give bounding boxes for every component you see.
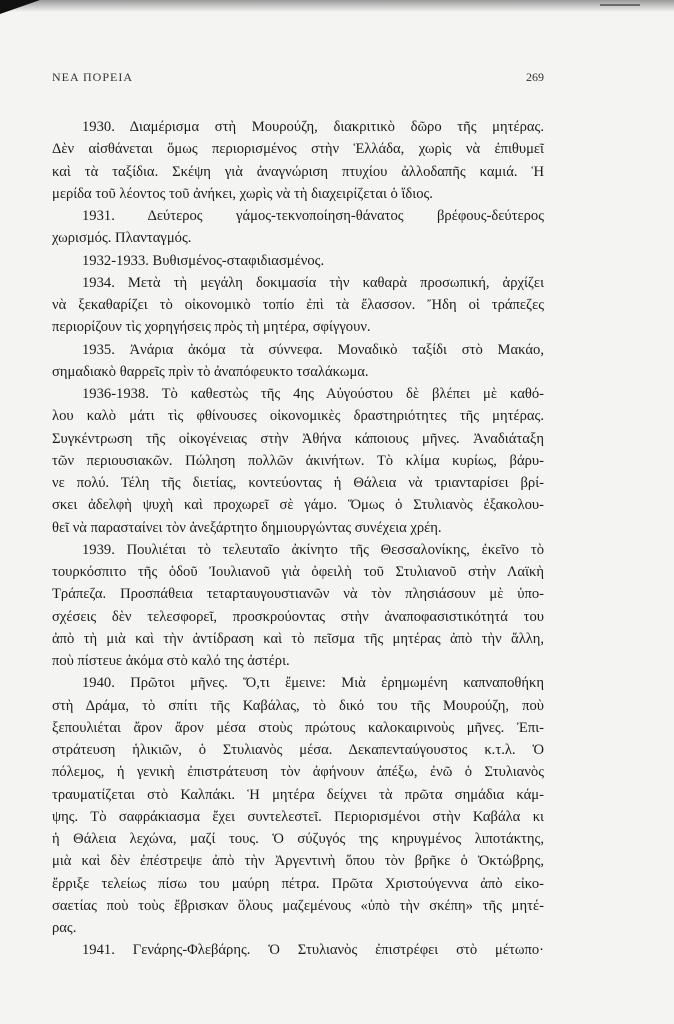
text-line [52, 850, 544, 872]
line-text: νε πολύ. Τέλη τῆς διετίας, κοντεύοντας ἡ Θάλεια νὰ τριανταρίσει βρί- [52, 475, 544, 491]
line-text: μερίδα τοῦ λέοντος τοῦ ἀνήκει, χωρὶς νὰ τὴ διαχειρίζεται ὁ ἴδιος. [52, 185, 433, 202]
line-text: Γενάρης-Φλεβάρης. Ὁ Στυλιανὸς ἐπιστρέφει στὸ μέτωπο· [114, 942, 544, 959]
line-text: Συγκέντρωση τῆς οἰκογένειας στὴν Ἀθήνα κάποιους μῆνες. Ἀναδιάταξη [52, 430, 544, 447]
page-number: 269 [526, 70, 544, 84]
line-text: σημαδιακὸ θαρρεῖς πρὶν τὸ ἀναπόφευκτο τσαλάκωμα. [52, 363, 369, 380]
text-line [52, 539, 544, 561]
text-line [52, 450, 544, 472]
line-text: ψης. Τὸ σαφράκιασμα ἔχει συντελεστεῖ. Περιορισμένοι στὴν Καβάλα κι [52, 808, 544, 825]
text-line [52, 428, 544, 450]
year-heading: 1939. [82, 541, 115, 558]
line-text: ρας. [52, 920, 77, 936]
text-line [52, 606, 544, 628]
text-line [52, 717, 544, 739]
line-text: θεῖ νὰ παρασταίνει τὸν ἀνεξάρτητο δημιουργώντας συνέχεια χρέη. [52, 519, 442, 536]
scan-corner-mark [0, 0, 40, 14]
year-heading: 1930. [82, 119, 115, 135]
text-line [52, 583, 544, 605]
text-line [52, 517, 544, 539]
body-text [52, 116, 544, 962]
text-line [52, 628, 544, 650]
line-text: ξεπουλιέται ἄρον ἄρον μέσα στοὺς πρώτους καλοκαιρινοὺς μῆνες. Ἐπι- [52, 719, 544, 736]
line-text: μιὰ καὶ δὲν ἐπέστρεψε ἀπὸ τὴν Ἀργεντινὴ ὅπου τὸν βρῆκε ὁ Ὀκτώβρης, [52, 853, 544, 870]
text-line [52, 383, 544, 405]
line-text: ἔρριξε τελείως πίσω του μαύρη πέτρα. Πρῶτα Χριστούγεννα ἀπὸ εἰκο- [52, 875, 544, 892]
text-line [52, 339, 544, 361]
text-line [52, 294, 544, 316]
text-line [52, 250, 544, 272]
year-heading: 1931. [82, 208, 115, 224]
year-heading: 1934. [82, 274, 115, 291]
running-head [52, 70, 544, 86]
line-text: ἡ Θάλεια λεχώνα, μαζί τους. Ὁ σύζυγός της κηρυγμένος λιποτάκτης, [52, 831, 544, 847]
text-line [52, 873, 544, 895]
text-line [52, 695, 544, 717]
text-line [52, 917, 544, 939]
line-text: στράτευση ἡλικιῶν, ὁ Στυλιανὸς μέσα. Δεκαπενταύγουστος κ.τ.λ. Ὁ [52, 742, 544, 758]
line-text: Βυθισμένος-σταφιδιασμένος. [148, 252, 325, 269]
line-text: σαετίας ποὺ τοὺς ἔβρισκαν ὅλους μαζεμένους «ὑπὸ τὴν σκέπη» τῆς μητέ- [52, 897, 544, 914]
line-text: Δὲν αἰσθάνεται ὅμως περιορισμένος στὴν Ἑλλάδα, χωρὶς νὰ ἐπιθυμεῖ [52, 141, 544, 158]
line-text: περιορίζουν τὶς χορηγήσεις πρὸς τὴ μητέρα, σφίγγουν. [52, 319, 371, 336]
text-line [52, 895, 544, 917]
text-line [52, 784, 544, 806]
text-line [52, 672, 544, 694]
text-line [52, 405, 544, 427]
text-line [52, 650, 544, 672]
text-line [52, 361, 544, 383]
year-heading: 1935. [82, 341, 115, 358]
line-text: Διαμέρισμα στὴ Μουρούζη, διακριτικὸ δῶρο τῆς μητέρας. [114, 119, 544, 135]
text-line [52, 138, 544, 160]
line-text: Μετὰ τὴ μεγάλη δοκιμασία τὴν καθαρὰ προσωπική, ἀρχίζει [114, 274, 544, 291]
line-text: πόλεμος, ἡ γενικὴ ἐπιστράτευση τὸν ἀφήνουν ἀπέξω, ἐνῶ ὁ Στυλιανὸς [52, 764, 544, 781]
line-text: τουρκόσπιτο τῆς ὁδοῦ Ἰουλιανοῦ γιὰ ὀφειλὴ τοῦ Στυλιανοῦ στὴν Λαϊκὴ [52, 564, 544, 580]
year-heading: 1940. [82, 675, 115, 692]
text-line [52, 205, 544, 227]
line-text: νὰ ξεκαθαρίζει τὸ οἰκονομικὸ τοπίο ἐπὶ τὰ ἔλασσον. Ἤδη οἱ τράπεζες [52, 297, 544, 313]
line-text: Τράπεζα. Προσπάθεια τεταρταυγουστιανῶν νὰ τὸν πλησιάσουν μὲ ὑπο- [52, 586, 544, 603]
text-line [52, 272, 544, 294]
line-text: τῶν περιουσιακῶν. Πώληση πολλῶν ἀκινήτων. Τὸ κλίμα κυρίως, βάρυ- [52, 452, 544, 469]
running-title: ΝΕΑ ΠΟΡΕΙΑ [52, 70, 133, 84]
line-text: Ἀνάρια ἀκόμα τὰ σύννεφα. Μοναδικὸ ταξίδι στὸ Μακάο, [114, 341, 544, 358]
text-line [52, 494, 544, 516]
year-heading: 1941. [82, 942, 115, 959]
line-text: Πρῶτοι μῆνες. Ὅ,τι ἔμεινε: Μιὰ ἐρημωμένη καπναποθήκη [114, 675, 544, 692]
line-text: καὶ τὰ ταξίδια. Σκέψη γιὰ ἀναγνώριση πτυχίου ἀλλοδαπῆς καμιά. Ἡ [52, 163, 544, 180]
text-line [52, 561, 544, 583]
text-line [52, 316, 544, 338]
scan-shadow [0, 0, 674, 12]
scan-edge-mark [600, 4, 640, 6]
line-text: σκει ἀδελφὴ ψυχὴ καὶ προχωρεῖ σὲ γάμο. Ὅμως ὁ Στυλιανὸς ἐξακολου- [52, 497, 544, 514]
line-text: σχέσεις δὲν τελεσφορεῖ, προσκρούοντας στὴν ἀναποφασιστικότητά του [52, 608, 544, 625]
line-text: ποὺ πίστευε ἀκόμα στὸ καλό της ἀστέρι. [52, 653, 290, 669]
text-line [52, 116, 544, 138]
text-line [52, 161, 544, 183]
text-line [52, 472, 544, 494]
text-line [52, 761, 544, 783]
text-line [52, 227, 544, 249]
line-text: ἀπὸ τὴ μιὰ καὶ τὴν ἀντίδραση καὶ τὸ πεῖσμα τῆς μητέρας ἀπὸ τὴν ἄλλη, [52, 630, 544, 647]
line-text: Δεύτερος γάμος-τεκνοποίηση-θάνατος βρέφους-δεύτερος [114, 208, 544, 224]
year-heading: 1936-1938. [82, 386, 149, 402]
line-text: Πουλιέται τὸ τελευταῖο ἀκίνητο τῆς Θεσσαλονίκης, ἐκεῖνο τὸ [114, 541, 544, 558]
text-line [52, 806, 544, 828]
line-text: στὴ Δράμα, τὸ σπίτι τῆς Καβάλας, τὸ δικό του τῆς Μουρούζη, ποὺ [52, 697, 544, 714]
line-text: Τὸ καθεστὼς τῆς 4ης Αὐγούστου δὲ βλέπει μὲ καθό- [148, 386, 544, 402]
text-line [52, 939, 544, 961]
text-line [52, 828, 544, 850]
text-line [52, 739, 544, 761]
line-text: χωρισμός. Πλανταγμός. [52, 230, 192, 247]
year-heading: 1932-1933. [82, 252, 149, 269]
line-text: τραυματίζεται στὸ Καλπάκι. Ἡ μητέρα δείχνει τὰ πρῶτα σημάδια κάμ- [52, 786, 544, 803]
text-line [52, 183, 544, 205]
line-text: λου καλὸ μάτι τὶς φθίνουσες οἰκονομικὲς δραστηριότητες τῆς μητέρας. [52, 408, 544, 425]
